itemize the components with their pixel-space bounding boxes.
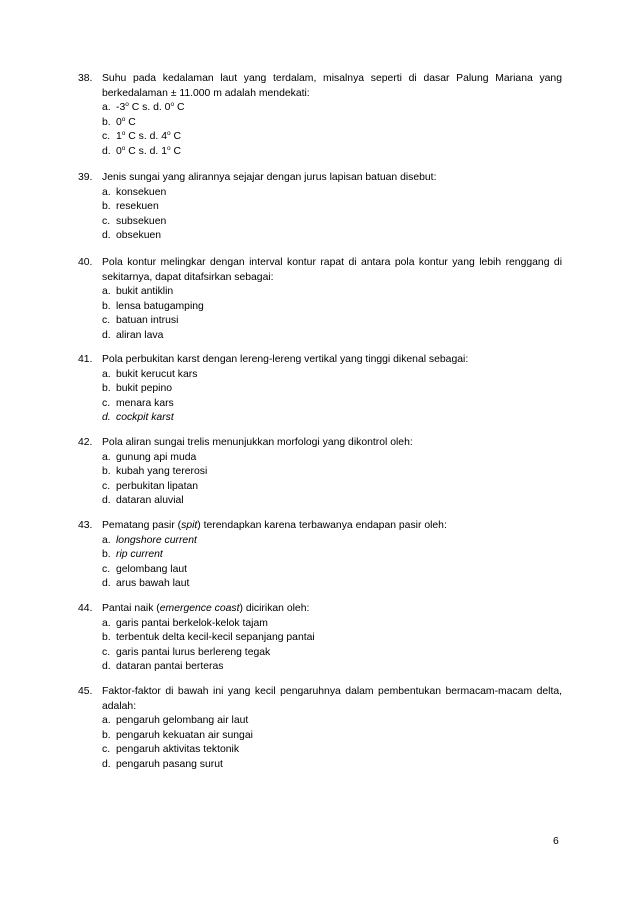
option-letter: a. xyxy=(102,368,111,380)
option-text xyxy=(116,300,204,315)
question-text xyxy=(102,602,562,617)
text-run: kubah yang tererosi xyxy=(116,466,208,478)
option-text xyxy=(116,758,223,773)
answer-option xyxy=(102,229,562,244)
question-38 xyxy=(78,72,562,160)
option-letter: b. xyxy=(102,466,111,478)
option-letter: a. xyxy=(102,102,111,114)
option-text xyxy=(116,329,163,344)
answer-option xyxy=(102,534,562,549)
option-letter: a. xyxy=(102,451,111,463)
option-letter: c. xyxy=(102,563,111,575)
question-stem xyxy=(78,436,562,451)
answer-option xyxy=(102,329,562,344)
answer-options xyxy=(102,534,562,592)
option-letter: b. xyxy=(102,729,111,741)
text-run: 0 xyxy=(116,116,122,128)
answer-option xyxy=(102,646,562,661)
text-run: terbentuk delta kecil-kecil sepanjang pantai xyxy=(116,632,315,644)
option-text xyxy=(116,145,181,160)
option-letter: d. xyxy=(102,495,111,507)
option-letter: a. xyxy=(102,534,111,546)
question-text xyxy=(102,256,562,285)
text-run: C xyxy=(170,131,182,143)
answer-options xyxy=(102,186,562,244)
question-44 xyxy=(78,602,562,675)
text-run: Pola perbukitan karst dengan lereng-lereng vertikal yang tinggi dikenal sebagai: xyxy=(102,354,469,365)
answer-option xyxy=(102,314,562,329)
answer-option xyxy=(102,368,562,383)
answer-option xyxy=(102,631,562,646)
question-number: 45. xyxy=(78,686,93,697)
question-stem xyxy=(78,256,562,285)
text-run: 0 xyxy=(116,145,122,157)
text-run: Pantai naik ( xyxy=(102,603,160,614)
text-run: obsekuen xyxy=(116,230,162,242)
text-run: gelombang laut xyxy=(116,563,188,575)
question-stem xyxy=(78,353,562,368)
question-text xyxy=(102,519,562,534)
text-run: Pola aliran sungai trelis menunjukkan morfologi yang dikontrol oleh: xyxy=(102,437,413,448)
option-letter: b. xyxy=(102,116,111,128)
option-text xyxy=(116,465,207,480)
question-stem xyxy=(78,72,562,101)
text-run: -3 xyxy=(116,102,126,114)
text-run: ) dicirikan oleh: xyxy=(239,603,310,614)
answer-option xyxy=(102,186,562,201)
option-text xyxy=(116,714,248,729)
option-text xyxy=(116,451,196,466)
answer-option xyxy=(102,465,562,480)
text-run: batuan intrusi xyxy=(116,315,179,327)
option-text xyxy=(116,368,197,383)
answer-options xyxy=(102,101,562,159)
question-number: 38. xyxy=(78,73,93,84)
text-run: aliran lava xyxy=(116,329,164,341)
option-letter: d. xyxy=(102,661,111,673)
text-run: C xyxy=(125,116,136,128)
text-run: dataran aluvial xyxy=(116,495,184,507)
text-run: perbukitan lipatan xyxy=(116,480,199,492)
option-letter: c. xyxy=(102,315,111,327)
italic-term: spit xyxy=(181,520,198,531)
option-text xyxy=(116,480,198,495)
option-letter: d. xyxy=(102,578,111,590)
option-text xyxy=(116,116,136,131)
option-letter: c. xyxy=(102,215,111,227)
option-text xyxy=(116,563,187,578)
italic-term: emergence coast xyxy=(159,603,240,614)
answer-option xyxy=(102,285,562,300)
question-39 xyxy=(78,171,562,244)
degree-superscript: o xyxy=(170,101,175,109)
option-text xyxy=(116,617,268,632)
answer-option xyxy=(102,451,562,466)
text-run: bukit kerucut kars xyxy=(116,368,198,380)
answer-option xyxy=(102,200,562,215)
question-41 xyxy=(78,353,562,426)
answer-option xyxy=(102,617,562,632)
text-run: Jenis sungai yang alirannya sejajar dengan jurus lapisan batuan disebut: xyxy=(102,172,437,183)
option-text xyxy=(116,548,163,563)
option-letter: b. xyxy=(102,300,111,312)
text-run: Suhu pada kedalaman laut yang terdalam, misalnya seperti di dasar Palung Mariana yang berkedalaman ± 11.000 m adalah mendekati: xyxy=(102,73,562,99)
question-stem xyxy=(78,171,562,186)
option-text xyxy=(116,397,174,412)
answer-option xyxy=(102,577,562,592)
degree-superscript: o xyxy=(121,130,126,138)
degree-superscript: o xyxy=(121,115,126,123)
question-stem xyxy=(78,602,562,617)
option-text xyxy=(116,101,184,116)
answer-option xyxy=(102,494,562,509)
answer-option xyxy=(102,480,562,495)
answer-option xyxy=(102,130,562,145)
text-run: C xyxy=(170,145,182,157)
italic-term: longshore current xyxy=(116,534,197,546)
option-letter: d. xyxy=(102,758,111,770)
degree-superscript: o xyxy=(166,144,171,152)
question-text xyxy=(102,436,562,451)
text-run: subsekuen xyxy=(116,215,167,227)
answer-option xyxy=(102,660,562,675)
text-run: dataran pantai berteras xyxy=(116,661,224,673)
option-text xyxy=(116,285,173,300)
option-letter: b. xyxy=(102,549,111,561)
answer-option xyxy=(102,145,562,160)
text-run: lensa batugamping xyxy=(116,300,204,312)
degree-superscript: o xyxy=(125,101,129,109)
text-run: arus bawah laut xyxy=(116,578,190,590)
option-text xyxy=(116,200,159,215)
answer-options xyxy=(102,285,562,343)
text-run: bukit pepino xyxy=(116,383,173,395)
text-run: 1 xyxy=(116,131,122,143)
answer-option xyxy=(102,563,562,578)
option-text xyxy=(116,660,223,675)
answer-option xyxy=(102,397,562,412)
option-text xyxy=(116,411,174,426)
option-letter: a. xyxy=(102,617,111,629)
question-number: 42. xyxy=(78,437,93,448)
option-letter: a. xyxy=(102,186,111,198)
text-run: pengaruh gelombang air laut xyxy=(116,715,249,727)
question-45 xyxy=(78,685,562,773)
option-text xyxy=(116,186,166,201)
answer-options xyxy=(102,714,562,772)
option-letter: c. xyxy=(102,480,111,492)
text-run: bukit antiklin xyxy=(116,286,174,298)
question-text xyxy=(102,685,562,714)
answer-option xyxy=(102,215,562,230)
answer-option xyxy=(102,411,562,426)
option-text xyxy=(116,229,161,244)
option-letter: b. xyxy=(102,201,111,213)
option-letter: c. xyxy=(102,397,111,409)
option-letter: d. xyxy=(102,230,111,242)
option-text xyxy=(116,577,189,592)
answer-option xyxy=(102,101,562,116)
question-number: 41. xyxy=(78,354,93,365)
question-text xyxy=(102,171,562,186)
question-stem xyxy=(78,685,562,714)
option-letter: b. xyxy=(102,632,111,644)
question-number: 44. xyxy=(78,603,93,614)
answer-option xyxy=(102,714,562,729)
question-number: 39. xyxy=(78,172,93,183)
option-letter: a. xyxy=(102,286,111,298)
text-run: pengaruh pasang surut xyxy=(116,758,223,770)
option-letter: c. xyxy=(102,744,111,756)
option-text xyxy=(116,314,178,329)
answer-option xyxy=(102,758,562,773)
option-letter: d. xyxy=(102,329,111,341)
answer-options xyxy=(102,451,562,509)
question-42 xyxy=(78,436,562,509)
option-letter: d. xyxy=(102,412,111,424)
answer-option xyxy=(102,729,562,744)
question-40 xyxy=(78,256,562,344)
option-text xyxy=(116,646,270,661)
option-letter: b. xyxy=(102,383,111,395)
question-number: 43. xyxy=(78,520,93,531)
answer-options xyxy=(102,617,562,675)
option-text xyxy=(116,631,315,646)
option-letter: c. xyxy=(102,131,111,143)
option-text xyxy=(116,534,197,549)
option-letter: c. xyxy=(102,646,111,658)
question-text xyxy=(102,72,562,101)
answer-option xyxy=(102,548,562,563)
text-run: C s. d. 1 xyxy=(125,145,167,157)
degree-superscript: o xyxy=(121,144,126,152)
text-run: pengaruh aktivitas tektonik xyxy=(116,744,240,756)
text-run: ) terendapkan karena terbawanya endapan pasir oleh: xyxy=(197,520,447,531)
answer-option xyxy=(102,116,562,131)
question-number: 40. xyxy=(78,257,93,268)
question-stem xyxy=(78,519,562,534)
text-run: garis pantai berkelok-kelok tajam xyxy=(116,617,268,629)
answer-option xyxy=(102,300,562,315)
text-run: C s. d. 4 xyxy=(125,131,167,143)
italic-term: rip current xyxy=(116,549,163,561)
italic-term: cockpit karst xyxy=(116,412,174,424)
degree-superscript: o xyxy=(166,130,171,138)
text-run: menara kars xyxy=(116,397,174,409)
text-run: C xyxy=(174,102,185,114)
text-run: garis pantai lurus berlereng tegak xyxy=(116,646,271,658)
option-text xyxy=(116,729,253,744)
text-run: pengaruh kekuatan air sungai xyxy=(116,729,253,741)
text-run: Faktor-faktor di bawah ini yang kecil pengaruhnya dalam pembentukan bermacam-macam delta, adalah: xyxy=(102,686,562,712)
text-run: Pematang pasir ( xyxy=(102,520,182,531)
option-text xyxy=(116,382,172,397)
question-43 xyxy=(78,519,562,592)
answer-options xyxy=(102,368,562,426)
option-text xyxy=(116,130,181,145)
page-number: 6 xyxy=(553,836,559,847)
answer-option xyxy=(102,382,562,397)
question-text xyxy=(102,353,562,368)
option-text xyxy=(116,494,184,509)
option-letter: d. xyxy=(102,145,111,157)
text-run: Pola kontur melingkar dengan interval kontur rapat di antara pola kontur yang lebih renggang di sekitarnya, dapat ditafsirkan sebagai: xyxy=(102,257,562,283)
option-text xyxy=(116,215,166,230)
option-text xyxy=(116,743,239,758)
text-run: gunung api muda xyxy=(116,451,197,463)
text-run: C s. d. 0 xyxy=(128,102,171,114)
text-run: resekuen xyxy=(116,201,159,213)
text-run: konsekuen xyxy=(116,186,167,198)
option-letter: a. xyxy=(102,715,111,727)
answer-option xyxy=(102,743,562,758)
